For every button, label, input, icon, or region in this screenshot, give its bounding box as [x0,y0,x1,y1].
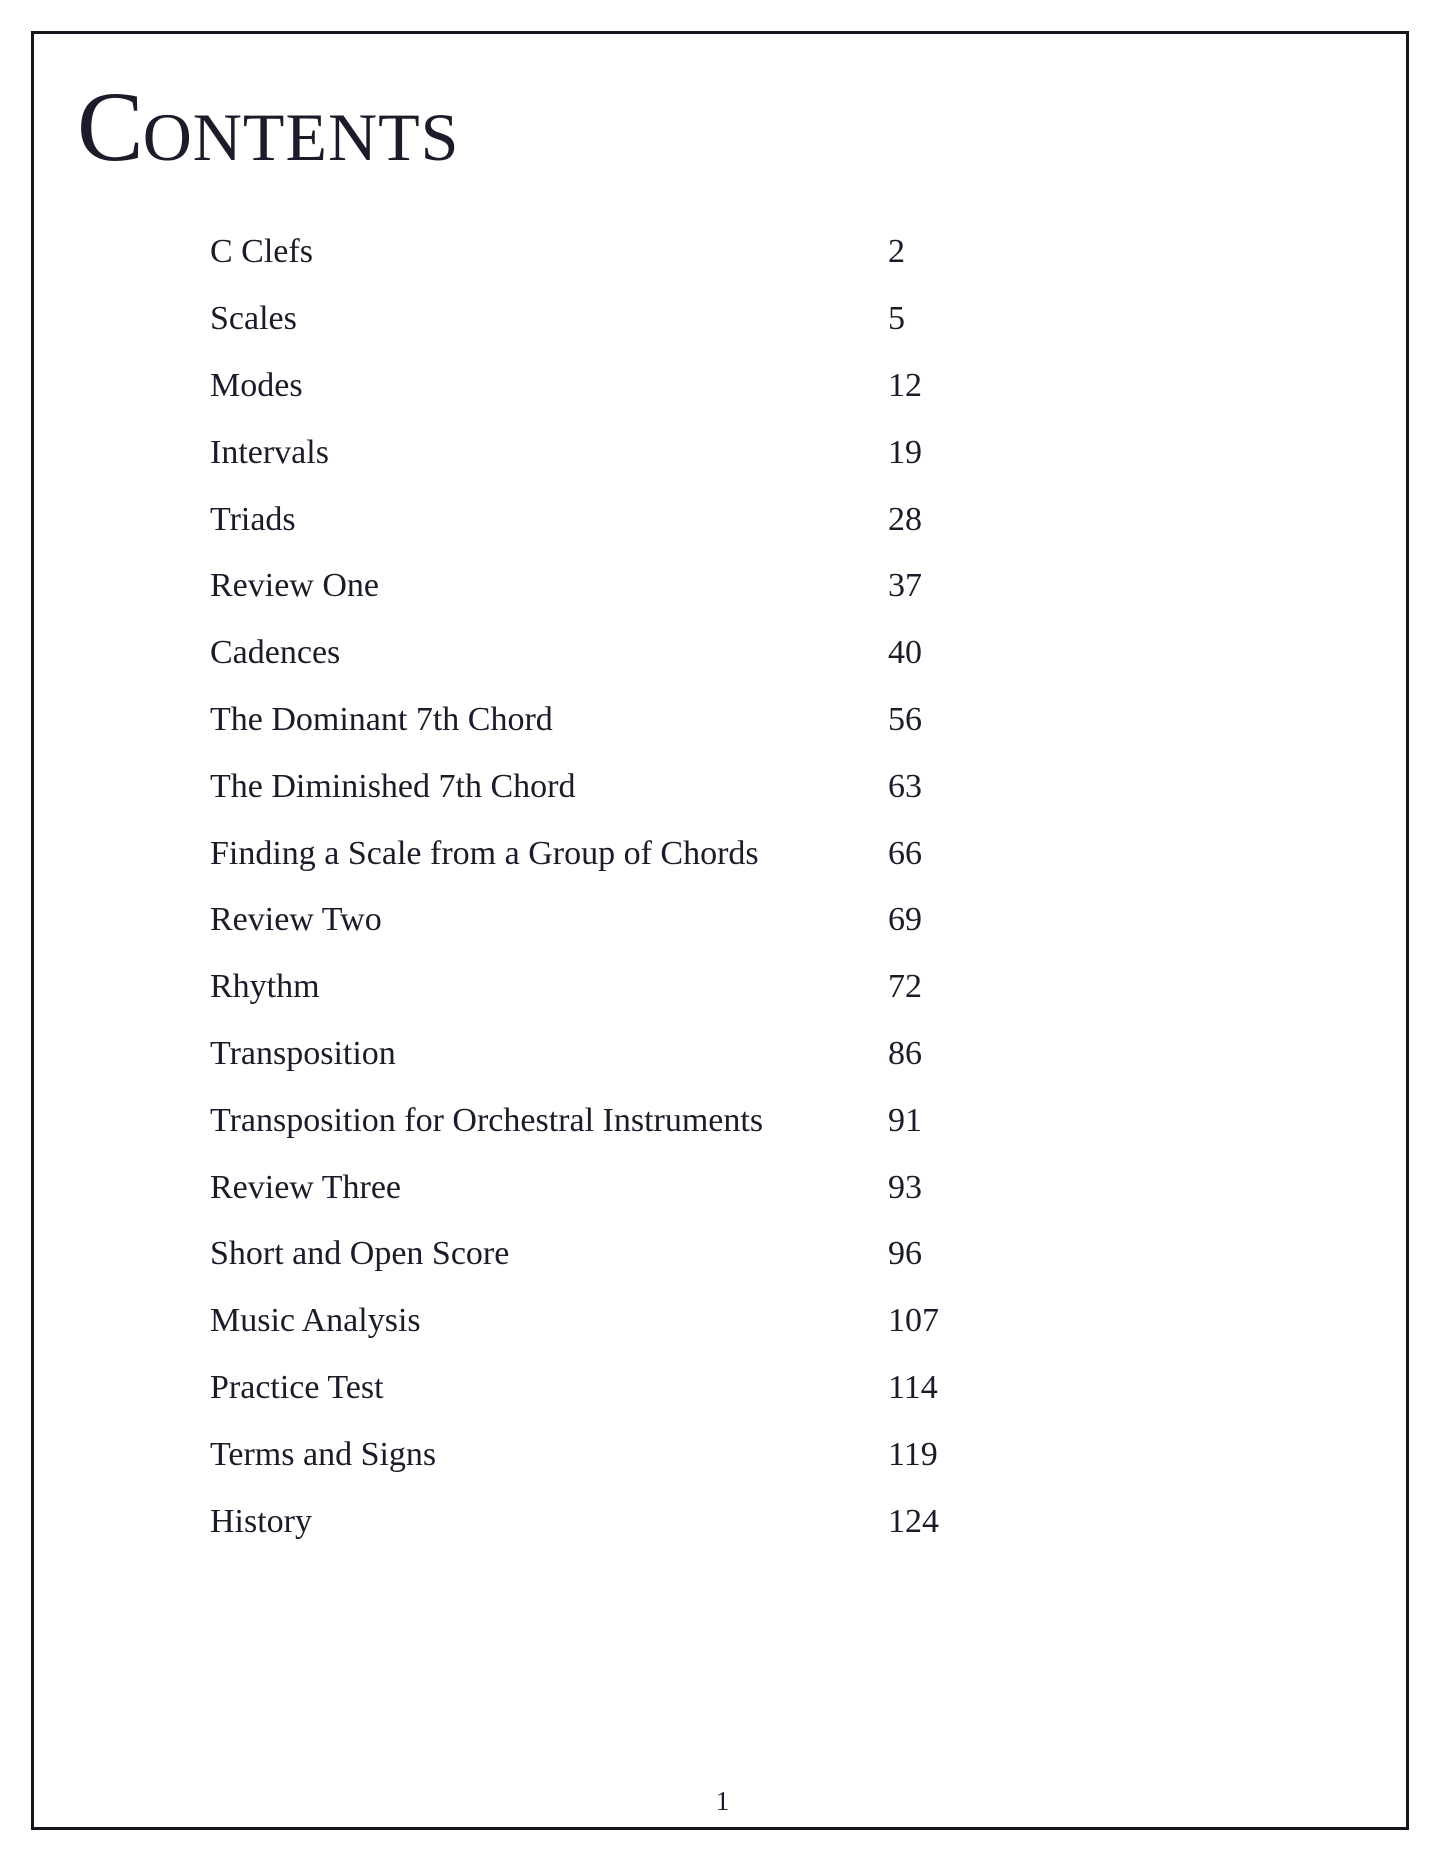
toc-entry [210,820,1200,887]
toc-entry [210,1087,1200,1154]
toc-entry-page-number: 86 [888,1034,922,1072]
toc-entry-label: Practice Test [210,1368,384,1406]
toc-entry [210,1421,1200,1488]
toc-entry [210,1154,1200,1221]
toc-entry-page-number: 124 [888,1502,939,1540]
toc-entry-label: Short and Open Score [210,1235,510,1273]
toc-entry [210,1221,1200,1288]
toc-entry-page-number: 40 [888,634,922,672]
footer-page-number: 1 [715,1786,730,1816]
toc-entry-label: Transposition [210,1034,396,1072]
toc-entry-label: Music Analysis [210,1302,421,1340]
toc-entry-label: Review Three [210,1168,402,1206]
toc-entry-page-number: 28 [888,500,922,538]
toc-entry-label: Scales [210,300,297,338]
toc-entry-label: The Dominant 7th Chord [210,700,553,738]
toc-entry-page-number: 19 [888,433,922,471]
toc-entry-label: Transposition for Orchestral Instruments [210,1101,764,1139]
toc-entry [210,1021,1200,1088]
toc-entry-page-number: 12 [888,366,922,404]
toc-entry [210,753,1200,820]
toc-entry [210,687,1200,754]
toc-entry [210,219,1200,286]
toc-entry-page-number: 91 [888,1101,922,1139]
page-title-initial: C [77,71,143,182]
toc-entry-page-number: 93 [888,1168,922,1206]
toc-entry [210,286,1200,353]
toc-entry [210,954,1200,1021]
page-title [77,71,460,182]
toc-entry [210,486,1200,553]
toc-entry [210,553,1200,620]
toc-entry-label: History [210,1502,312,1540]
toc-entry [210,1355,1200,1422]
toc-entry [210,1288,1200,1355]
toc-entry-page-number: 63 [888,767,922,805]
toc-entry-page-number: 56 [888,700,922,738]
toc-entry-label: Rhythm [210,968,320,1006]
toc-entry-page-number: 72 [888,968,922,1006]
toc-entry-page-number: 69 [888,901,922,939]
toc-entry-label: C Clefs [210,233,313,271]
toc-entry-label: Review Two [210,901,382,939]
toc-entry-page-number: 119 [888,1435,938,1473]
toc-entry-page-number: 107 [888,1302,939,1340]
toc-entry [210,353,1200,420]
toc-entry-label: Review One [210,567,380,605]
toc-entry-label: Cadences [210,634,341,672]
toc-entry-label: Terms and Signs [210,1435,437,1473]
toc-entry-page-number: 37 [888,567,922,605]
toc-entry-page-number: 2 [888,233,905,271]
toc-entry-label: Intervals [210,433,329,471]
page-title-rest: ONTENTS [142,99,460,175]
toc-entry [210,620,1200,687]
toc-entry-label: The Diminished 7th Chord [210,767,576,805]
toc-entry-page-number: 5 [888,300,905,338]
toc-entry [210,887,1200,954]
toc-entry-label: Finding a Scale from a Group of Chords [210,834,759,872]
toc-entry [210,419,1200,486]
toc-entry-page-number: 66 [888,834,922,872]
toc-entry-page-number: 96 [888,1235,922,1273]
toc-entry [210,1488,1200,1555]
toc-entry-label: Modes [210,366,303,404]
toc-entry-label: Triads [210,500,296,538]
toc-entry-page-number: 114 [888,1368,938,1406]
toc-list [210,219,1200,1555]
